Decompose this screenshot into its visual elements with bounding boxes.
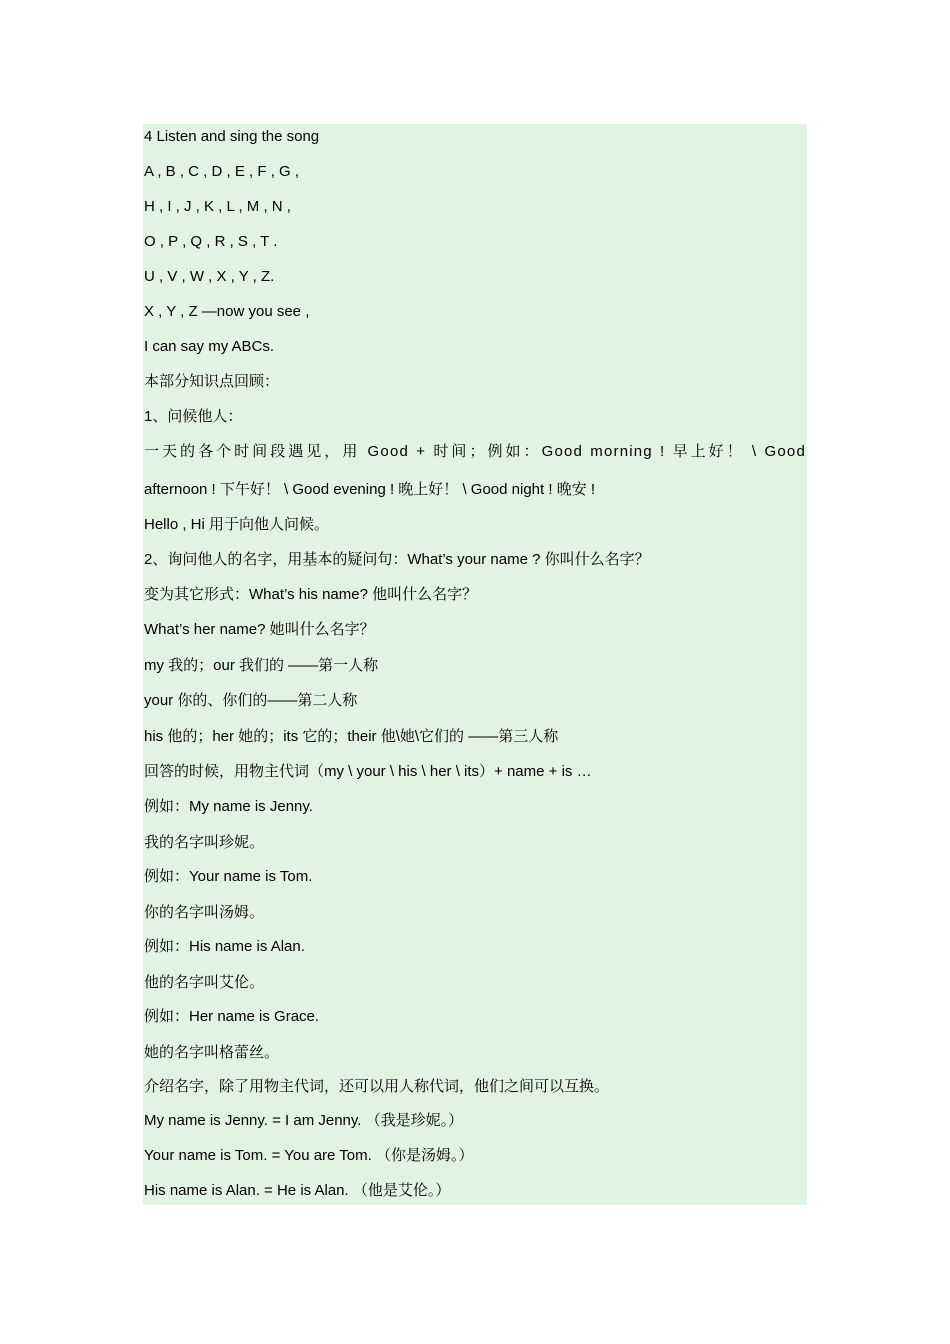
translation-line: 你的名字叫汤姆。 — [144, 904, 265, 921]
paragraph-line: his 他的；her 她的；its 它的；their 他\她\它们的 ——第三人称 — [144, 728, 559, 745]
point-heading: 2、询问他人的名字，用基本的疑问句：What’s your name ? 你叫什么名字？ — [144, 551, 650, 568]
example-line: His name is Alan. = He is Alan. （他是艾伦。） — [144, 1182, 451, 1199]
section-heading: 本部分知识点回顾： — [144, 373, 280, 390]
song-lyric-line: X , Y , Z —now you see , — [144, 303, 310, 320]
song-lyric-line: O , P , Q , R , S , T . — [144, 233, 278, 250]
paragraph-line: Hello , Hi 用于向他人问候。 — [144, 516, 330, 533]
song-title: 4 Listen and sing the song — [144, 128, 320, 145]
paragraph-line: 变为其它形式：What’s his name? 他叫什么名字？ — [144, 586, 478, 603]
paragraph-line: afternoon ! 下午好！ \ Good evening ! 晚上好！ \ Good night ! 晚安 ! — [144, 481, 596, 498]
example-line: 例如：Your name is Tom. — [144, 868, 313, 885]
point-heading: 1、问候他人： — [144, 408, 243, 425]
example-line: Your name is Tom. = You are Tom. （你是汤姆。） — [144, 1147, 474, 1164]
translation-line: 他的名字叫艾伦。 — [144, 974, 265, 991]
paragraph-line: 一天的各个时间段遇见，用 Good + 时间；例如：Good morning ! 早上好！ \ Good — [144, 443, 806, 460]
example-line: 例如：His name is Alan. — [144, 938, 305, 955]
paragraph-line: What’s her name? 她叫什么名字？ — [144, 621, 375, 638]
paragraph-line: my 我的；our 我们的 ——第一人称 — [144, 657, 379, 674]
example-line: 例如：My name is Jenny. — [144, 798, 313, 815]
paragraph-line: your 你的、你们的——第二人称 — [144, 692, 358, 709]
example-line: My name is Jenny. = I am Jenny. （我是珍妮。） — [144, 1112, 464, 1129]
example-line: 例如：Her name is Grace. — [144, 1008, 320, 1025]
translation-line: 她的名字叫格蕾丝。 — [144, 1044, 280, 1061]
paragraph-line: 介绍名字，除了用物主代词，还可以用人称代词，他们之间可以互换。 — [144, 1078, 610, 1095]
song-lyric-line: A , B , C , D , E , F , G , — [144, 163, 300, 180]
translation-line: 我的名字叫珍妮。 — [144, 834, 265, 851]
song-lyric-line: U , V , W , X , Y , Z. — [144, 268, 275, 285]
song-lyric-line: I can say my ABCs. — [144, 338, 275, 355]
song-lyric-line: H , I , J , K , L , M , N , — [144, 198, 291, 215]
paragraph-line: 回答的时候，用物主代词（my \ your \ his \ her \ its）+ name + is … — [144, 763, 592, 780]
